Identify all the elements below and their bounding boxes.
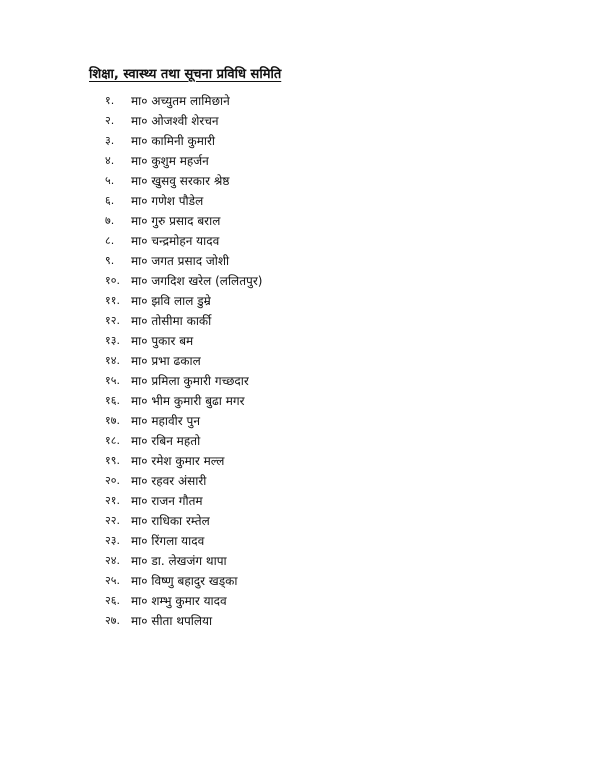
member-name: मा० रबिन महतो bbox=[131, 434, 201, 448]
list-item bbox=[0, 191, 593, 211]
list-item bbox=[0, 551, 593, 571]
member-name: मा० प्रमिला कुमारी गच्छदार bbox=[131, 374, 249, 388]
member-name: मा० कुशुम महर्जन bbox=[131, 154, 209, 168]
member-number: ७. bbox=[105, 214, 115, 227]
list-item bbox=[0, 371, 593, 391]
member-name: मा० डा. लेखजंग थापा bbox=[131, 554, 227, 568]
member-name: मा० विष्णु बहादुर खड्का bbox=[131, 574, 238, 588]
member-number: ११. bbox=[105, 294, 120, 307]
list-item bbox=[0, 611, 593, 631]
member-number: १. bbox=[105, 94, 115, 107]
list-item bbox=[0, 391, 593, 411]
member-name: मा० खुसवु सरकार श्रेष्ठ bbox=[131, 174, 230, 188]
member-name: मा० रिंगला यादव bbox=[131, 534, 205, 548]
committee-title: शिक्षा, स्वास्थ्य तथा सूचना प्रविधि समिति bbox=[89, 67, 282, 82]
list-item bbox=[0, 471, 593, 491]
list-item bbox=[0, 311, 593, 331]
list-item bbox=[0, 211, 593, 231]
list-item bbox=[0, 531, 593, 551]
member-number: १४. bbox=[105, 354, 120, 367]
list-item bbox=[0, 251, 593, 271]
member-name: मा० भीम कुमारी बुढा मगर bbox=[131, 394, 245, 408]
member-number: १६. bbox=[105, 394, 120, 407]
member-name: मा० चन्द्रमोहन यादव bbox=[131, 234, 220, 248]
member-number: ५. bbox=[105, 174, 115, 187]
member-number: ८. bbox=[105, 234, 115, 247]
member-number: २३. bbox=[105, 534, 120, 547]
member-name: मा० जगत प्रसाद जोशी bbox=[131, 254, 230, 268]
list-item bbox=[0, 291, 593, 311]
list-item bbox=[0, 111, 593, 131]
member-name: मा० राजन गौतम bbox=[131, 494, 203, 508]
member-name: मा० झवि लाल डुम्रे bbox=[131, 294, 211, 308]
member-number: १२. bbox=[105, 314, 120, 327]
member-number: २४. bbox=[105, 554, 120, 567]
member-list bbox=[0, 91, 593, 631]
member-number: ९. bbox=[105, 254, 115, 267]
member-number: २०. bbox=[105, 474, 120, 487]
member-name: मा० महावीर पुन bbox=[131, 414, 200, 428]
member-name: मा० सीता थपलिया bbox=[131, 614, 213, 628]
member-number: २२. bbox=[105, 514, 120, 527]
member-name: मा० ओजश्वी शेरचन bbox=[131, 114, 219, 128]
member-number: २. bbox=[105, 114, 115, 127]
member-name: मा० कामिनी कुमारी bbox=[131, 134, 216, 148]
list-item bbox=[0, 451, 593, 471]
list-item bbox=[0, 131, 593, 151]
list-item bbox=[0, 171, 593, 191]
list-item bbox=[0, 591, 593, 611]
list-item bbox=[0, 571, 593, 591]
member-number: ३. bbox=[105, 134, 115, 147]
member-name: मा० पुकार बम bbox=[131, 334, 194, 348]
member-number: २६. bbox=[105, 594, 120, 607]
member-name: मा० अच्युतम लामिछाने bbox=[131, 94, 230, 108]
list-item bbox=[0, 511, 593, 531]
member-name: मा० रमेश कुमार मल्ल bbox=[131, 454, 225, 468]
member-name: मा० गुरु प्रसाद बराल bbox=[131, 214, 221, 228]
list-item bbox=[0, 491, 593, 511]
member-number: ४. bbox=[105, 154, 115, 167]
list-item bbox=[0, 231, 593, 251]
member-number: १९. bbox=[105, 454, 120, 467]
member-name: मा० जगदिश खरेल (ललितपुर) bbox=[131, 274, 263, 288]
member-number: १३. bbox=[105, 334, 120, 347]
list-item bbox=[0, 91, 593, 111]
member-number: २१. bbox=[105, 494, 120, 507]
member-number: ६. bbox=[105, 194, 115, 207]
member-number: १०. bbox=[105, 274, 120, 287]
list-item bbox=[0, 151, 593, 171]
list-item bbox=[0, 431, 593, 451]
member-name: मा० शम्भु कुमार यादव bbox=[131, 594, 227, 608]
member-number: २५. bbox=[105, 574, 120, 587]
member-number: १७. bbox=[105, 414, 120, 427]
member-number: १८. bbox=[105, 434, 120, 447]
member-number: १५. bbox=[105, 374, 120, 387]
list-item bbox=[0, 331, 593, 351]
member-name: मा० गणेश पौडेल bbox=[131, 194, 204, 208]
member-number: २७. bbox=[105, 614, 120, 627]
member-name: मा० रहवर अंसारी bbox=[131, 474, 207, 488]
list-item bbox=[0, 351, 593, 371]
member-name: मा० तोसीमा कार्की bbox=[131, 314, 212, 328]
member-name: मा० राधिका रम्तेल bbox=[131, 514, 210, 528]
list-item bbox=[0, 411, 593, 431]
member-name: मा० प्रभा ढकाल bbox=[131, 354, 201, 368]
list-item bbox=[0, 271, 593, 291]
